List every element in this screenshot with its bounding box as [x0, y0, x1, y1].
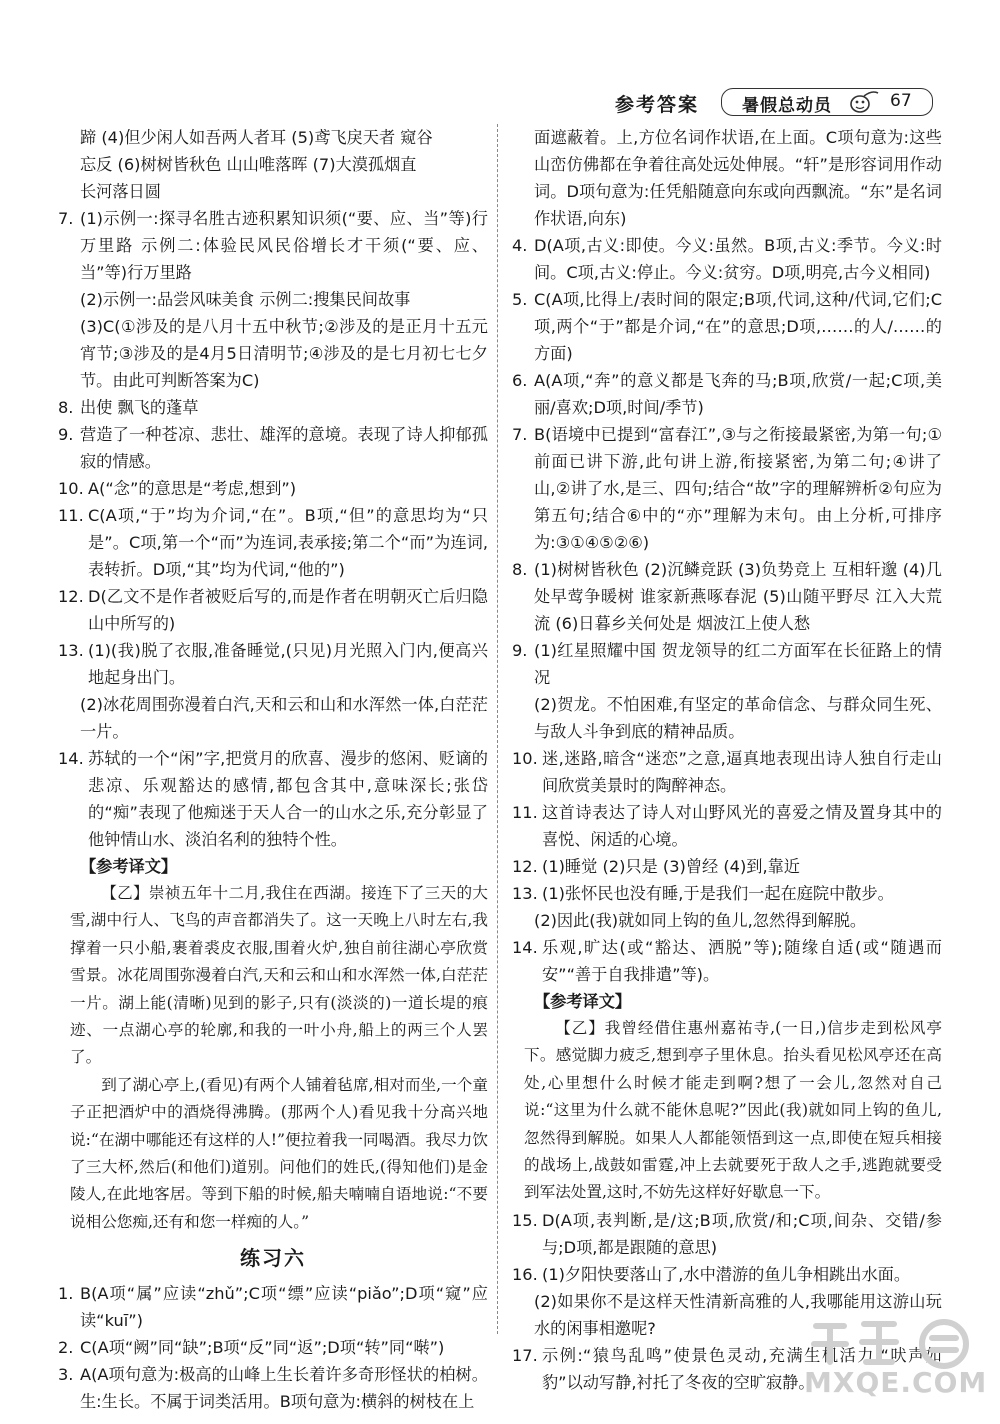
- answer-item: [512, 286, 942, 367]
- answer-text: A(A项,“奔”的意义都是飞奔的马;B项,欣赏/一起;C项,美丽/喜欢;D项,时间/季节): [534, 371, 942, 417]
- header-subtitle: 暑假总动员: [742, 96, 832, 116]
- answer-item: [512, 637, 942, 691]
- answer-item: [58, 637, 488, 691]
- page-number: 67: [890, 91, 912, 111]
- answer-item: [58, 394, 488, 421]
- answer-number: 12.: [512, 857, 538, 876]
- answer-text: (1)夕阳快要落山了,水中潜游的鱼儿争相跳出水面。: [542, 1264, 911, 1284]
- answer-continuation: 面遮蔽着。上,方位名词作状语,在上面。C项句意为:这些山峦仿佛都在争着往高处远处伸展。“轩”是形容词用作动词。D项句意为:任凭船随意向东或向西飘流。“东”是名词作状语,向东): [534, 128, 942, 228]
- watermark-text: MXQE.COM: [804, 1366, 988, 1399]
- answer-item: [512, 853, 942, 880]
- answer-number: 3.: [58, 1365, 74, 1385]
- answer-item: [512, 556, 942, 637]
- answer-number: 9.: [58, 425, 74, 444]
- answer-number: 13.: [512, 884, 538, 903]
- header-title: 参考答案: [615, 94, 700, 116]
- answer-item: [58, 583, 488, 637]
- answer-text: 这首诗表达了诗人对山野风光的喜爱之情及置身其中的喜悦、闲适的心境。: [542, 803, 942, 849]
- answer-text: C(A项,比得上/表时间的限定;B项,代词,这种/代词,它们;C项,两个“于”都是介词,“在”的意思;D项,……的人/……的方面): [534, 290, 942, 363]
- answer-continuation: (2)冰花周围弥漫着白汽,天和云和山和水浑然一体,白茫茫一片。: [80, 695, 488, 741]
- answer-text: D(A项,表判断,是/这;B项,欣赏/和;C项,间杂、交错/参与;D项,都是跟随的意思): [542, 1210, 942, 1257]
- answer-item: [512, 1207, 942, 1261]
- answer-number: 10.: [512, 749, 538, 768]
- left-column: [58, 124, 488, 1415]
- column-divider: [497, 124, 498, 1334]
- translation-paragraph: 到了湖心亭上,(看见)有两个人铺着毡席,相对而坐,一个童子正把酒炉中的酒烧得沸腾。(那两个人)看见我十分高兴地说:“在湖中哪能还有这样的人!”便拉着我一同喝酒。我尽力饮了三大杯,然后(和他们)道别。问他们的姓氏,(得知他们)是金陵人,在此地客居。等到下船的时候,船夫喃喃自语地说:“不要说相公您痴,还有和您一样痴的人。”: [70, 1075, 488, 1231]
- page-header: [615, 88, 935, 118]
- answer-continuation: (3)C(①涉及的是八月十五中秋节;②涉及的是正月十五元宵节;③涉及的是4月5日清明节;④涉及的是七月初七七夕节。由此可判断答案为C): [80, 317, 488, 390]
- answer-text: 营造了一种苍凉、悲壮、雄浑的意境。表现了诗人抑郁孤寂的情感。: [80, 425, 488, 471]
- answer-item: [58, 421, 488, 475]
- answer-item: [58, 502, 488, 583]
- answer-item: [58, 475, 488, 502]
- answer-number: 8.: [512, 560, 528, 579]
- answer-text: D(乙文不是作者被贬后写的,而是作者在明朝灭亡后归隐山中所写的): [88, 587, 488, 633]
- answer-text: A(“念”的意思是“考虑,想到”): [88, 479, 297, 498]
- answer-continuation: (2)贺龙。不怕困难,有坚定的革命信念、与群众同生死、与敌人斗争到底的精神品质。: [534, 695, 942, 741]
- answer-number: 5.: [512, 290, 528, 309]
- answer-number: 14.: [512, 938, 538, 957]
- answer-item: [58, 205, 488, 286]
- answer-text: 苏轼的一个“闲”字,把赏月的欣喜、漫步的悠闲、贬谪的悲凉、乐观豁达的感情,都包含其中,意味深长;张岱的“痴”表现了他痴迷于天人合一的山水之乐,充分彰显了他钟情山水、淡泊名利的独特个性。: [88, 749, 488, 849]
- watermark: [804, 1314, 988, 1410]
- header-badge: [721, 88, 933, 116]
- answer-number: 6.: [512, 371, 528, 390]
- answer-number: 15.: [512, 1210, 538, 1230]
- answer-text: 出使 飘飞的蓬草: [80, 398, 199, 417]
- answer-number: 11.: [58, 506, 84, 525]
- answer-continuation: (2)示例一:品尝风味美食 示例二:搜集民间故事: [80, 290, 411, 309]
- answer-text: (1)树树皆秋色 (2)沉鳞竞跃 (3)负势竞上 互相轩邈 (4)几处早莺争暖树 谁家新燕啄春泥 (5)山随平野尽 江入大荒流 (6)日暮乡关何处是 烟波江上使人愁: [534, 560, 942, 633]
- section-title: 练习六: [240, 1246, 306, 1271]
- answer-text: 迷,迷路,暗含“迷恋”之意,逼真地表现出诗人独自行走山间欣赏美景时的陶醉神态。: [542, 749, 942, 795]
- answer-item: [512, 1261, 942, 1288]
- answer-item: [58, 1280, 488, 1334]
- watermark-logo-icon: [804, 1314, 984, 1370]
- answer-number: 14.: [58, 749, 84, 768]
- answer-continuation: (2)因此(我)就如同上钩的鱼儿,忽然得到解脱。: [534, 911, 867, 930]
- right-column: [512, 124, 942, 1396]
- answer-item: [58, 1334, 488, 1361]
- answer-number: 9.: [512, 641, 528, 660]
- answer-continuation: 蹄 (4)但少闲人如吾两人者耳 (5)鸢飞戾天者 窥谷: [80, 128, 433, 147]
- answer-number: 12.: [58, 587, 84, 606]
- answer-item: [512, 934, 942, 988]
- answer-item: [512, 799, 942, 853]
- answer-number: 1.: [58, 1284, 74, 1304]
- translation-paragraph: 【乙】我曾经借住惠州嘉祐寺,(一日,)信步走到松风亭下。感觉脚力疲乏,想到亭子里休息。抬头看见松风亭还在高处,心里想什么时候才能走到啊?想了一会儿,忽然对自己说:“这里为什么就不能休息呢?”因此(我)就如同上钩的鱼儿,忽然得到解脱。如果人人都能领悟到这一点,即使在短兵相接的战场上,战鼓如雷霆,冲上去就要死于敌人之手,逃跑就要受到军法处置,这时,不妨先这样好好歇息一下。: [524, 1019, 942, 1202]
- answer-text: C(A项,“于”均为介词,“在”。B项,“但”的意思均为“只是”。C项,第一个“而”为连词,表承接;第二个“而”为连词,表转折。D项,“其”均为代词,“他的”): [88, 506, 488, 579]
- answer-number: 2.: [58, 1338, 74, 1358]
- answer-item: [512, 367, 942, 421]
- translation-paragraph: 【乙】崇祯五年十二月,我住在西湖。接连下了三天的大雪,湖中行人、飞鸟的声音都消失了。这一天晚上八时左右,我撑着一只小船,裹着裘皮衣服,围着火炉,独自前往湖心亭欣赏雪景。冰花周围弥漫着白汽,天和云和山和水浑然一体,白茫茫一片。湖上能(清晰)见到的影子,只有(淡淡的)一道长堤的痕迹、一点湖心亭的轮廓,和我的一叶小舟,船上的两三个人罢了。: [70, 884, 488, 1067]
- answer-number: 11.: [512, 803, 538, 822]
- answer-text: B(A项“属”应读“zhǔ”;C项“缥”应读“piǎo”;D项“窥”应读“kuī”): [80, 1284, 488, 1331]
- answer-text: C(A项“阙”同“缺”;B项“反”同“返”;D项“转”同“啭”): [80, 1338, 445, 1358]
- answer-number: 4.: [512, 236, 528, 255]
- answer-continuation: 长河落日圆: [80, 182, 161, 201]
- answer-continuation: (2)如果你不是这样天性清新高雅的人,我哪能用这游山玩水的闲事相邀呢?: [534, 1291, 942, 1338]
- answer-text: (1)张怀民也没有睡,于是我们一起在庭院中散步。: [542, 884, 894, 903]
- answer-number: 7.: [58, 209, 74, 228]
- cartoon-icon: [844, 89, 880, 115]
- answer-text: 乐观,旷达(或“豁达、洒脱”等);随缘自适(或“随遇而安”“善于自我排遣”等)。: [542, 938, 942, 984]
- translation-heading: 【参考译文】: [534, 992, 632, 1011]
- answer-text: A(A项句意为:极高的山峰上生长着许多奇形怪状的柏树。生:生长。不属于词类活用。B项句意为:横斜的树枝在上: [80, 1365, 488, 1412]
- answer-text: D(A项,古义:即使。今义:虽然。B项,古义:季节。今义:时间。C项,古义:停止。今义:贫穷。D项,明亮,古今义相同): [534, 236, 942, 282]
- answer-text: (1)(我)脱了衣服,准备睡觉,(只见)月光照入门内,便高兴地起身出门。: [88, 641, 488, 687]
- answer-item: [512, 421, 942, 556]
- answer-item: [58, 1361, 488, 1415]
- answer-number: 10.: [58, 479, 84, 498]
- translation-heading: 【参考译文】: [80, 857, 178, 876]
- answer-item: [512, 880, 942, 907]
- answer-number: 13.: [58, 641, 84, 660]
- answer-item: [512, 745, 942, 799]
- answer-number: 17.: [512, 1345, 538, 1365]
- answer-text: (1)红星照耀中国 贺龙领导的红二方面军在长征路上的情况: [534, 641, 942, 687]
- answer-number: 7.: [512, 425, 528, 444]
- answer-number: 8.: [58, 398, 74, 417]
- answer-text: B(语境中已提到“富春江”,③与之衔接最紧密,为第一句;①前面已讲下游,此句讲上游,衔接紧密,为第二句;④讲了山,②讲了水,是三、四句;结合“故”字的理解辨析②句应为第五句;结合⑥中的“亦”理解为末句。由上分析,可排序为:③①④⑤②⑥): [534, 425, 942, 552]
- answer-item: [512, 232, 942, 286]
- answer-item: [58, 745, 488, 853]
- answer-number: 16.: [512, 1264, 538, 1284]
- answer-text: (1)示例一:探寻名胜古迹积累知识须(“要、应、当”等)行万里路 示例二:体验民风民俗增长才干须(“要、应、当”等)行万里路: [80, 209, 488, 282]
- answer-text: (1)睡觉 (2)只是 (3)曾经 (4)到,靠近: [542, 857, 800, 876]
- answer-text: 示例:“猿鸟乱鸣”使景色灵动,充满生机活力;“吠声如豹”以动写静,衬托了冬夜的空旷寂静。: [542, 1345, 942, 1392]
- answer-continuation: 忘反 (6)树树皆秋色 山山唯落晖 (7)大漠孤烟直: [80, 155, 417, 174]
